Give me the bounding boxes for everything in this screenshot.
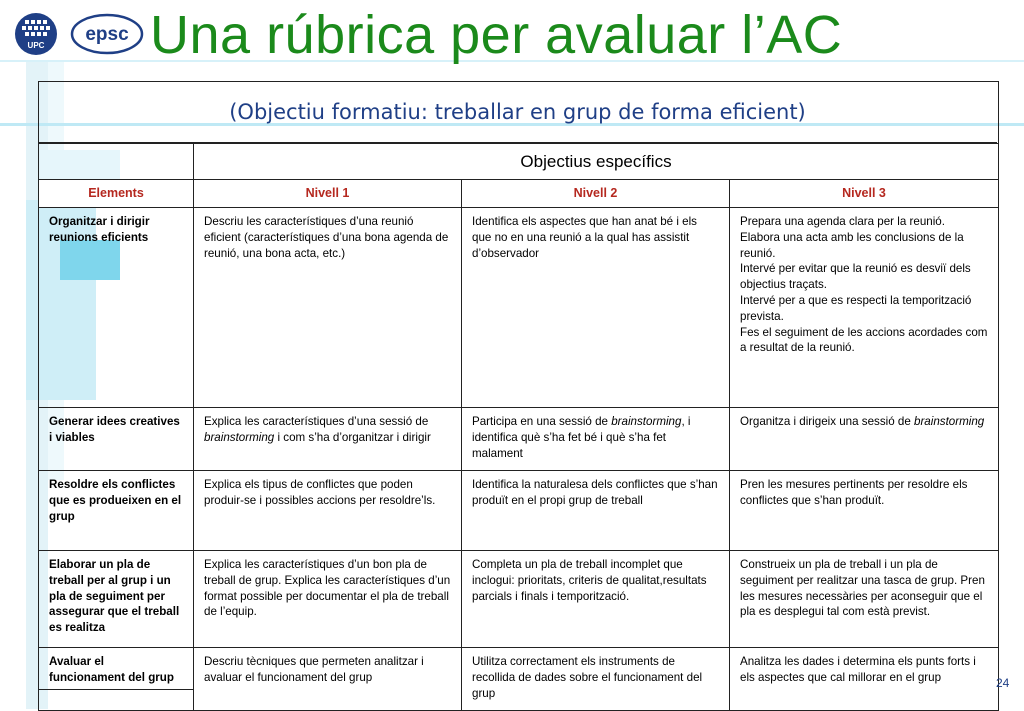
emphasis-text: brainstorming [204, 430, 275, 444]
level-1-cell: Descriu tècniques que permeten analitzar i avaluar el funcionament del grup [194, 648, 462, 711]
column-header-elements: Elements [39, 180, 194, 208]
level-3-cell [730, 208, 999, 408]
text-span: i com s’ha d’organitzar i dirigir [274, 430, 431, 444]
group-header: Objectius específics [194, 144, 999, 180]
slide-title: Una rúbrica per avaluar l’AC [150, 5, 843, 65]
text-span: Explica les característiques d’una sessió de [204, 415, 429, 428]
column-header-level-2: Nivell 2 [462, 180, 730, 208]
text-span: Participa en una sessió de [472, 415, 612, 428]
level-3-line: Intervé per evitar que la reunió es desviï dels objectius traçats. [740, 262, 971, 292]
level-3-cell: Pren les mesures pertinents per resoldre els conflictes que s’han produït. [730, 471, 999, 551]
emphasis-text: brainstorming [611, 415, 682, 428]
level-2-cell: Identifica els aspectes que han anat bé i els que no en una reunió a la qual has assistit d’observador [462, 208, 730, 408]
level-1-cell: Descriu les característiques d’una reunió eficient (característiques d’una bona agenda de reunió, una bona acta, etc.) [194, 208, 462, 408]
table-row [39, 408, 999, 471]
level-1-cell: Explica els tipus de conflictes que poden produir-se i possibles accions per resoldre’ls. [194, 471, 462, 551]
table-row [39, 551, 999, 648]
upc-logo [14, 12, 58, 56]
group-header-spacer [39, 144, 194, 180]
element-cell: Elaborar un pla de treball per al grup i un pla de seguiment per assegurar que el treball es realitza [39, 551, 194, 648]
column-header-level-3: Nivell 3 [730, 180, 999, 208]
element-cell: Resoldre els conflictes que es produeixen en el grup [39, 471, 194, 551]
level-2-cell: Completa un pla de treball incomplet que inclogui: prioritats, criteris de qualitat,resultats parcials i finals i temporització. [462, 551, 730, 648]
emphasis-text: brainstorming [914, 415, 985, 428]
level-3-line: Elabora una acta amb les conclusions de la reunió. [740, 230, 964, 260]
slide-subtitle: (Objectiu formatiu: treballar en grup de forma eficient) [38, 81, 997, 143]
level-3-line: Intervé per a que es respecti la temporització prevista. [740, 293, 972, 323]
table-row [39, 208, 999, 408]
element-cell: Organitzar i dirigir reunions eficients [39, 208, 194, 408]
table-row [39, 648, 999, 711]
level-3-cell: Analitza les dades i determina els punts forts i els aspectes que cal millorar en el grup [730, 648, 999, 711]
level-3-cell: Construeix un pla de treball i un pla de seguiment per realitzar una tasca de grup. Pren les mesures necessàries per aconseguir que el pla es desplegui tal com està previst. [730, 551, 999, 648]
upc-logo-text: UPC [27, 41, 45, 50]
column-header-level-1: Nivell 1 [194, 180, 462, 208]
page-number: 24 [996, 676, 1010, 690]
level-3-cell [730, 408, 999, 471]
level-1-cell: Explica les característiques d’un bon pla de treball de grup. Explica les característiques d’un format possible per documentar el pla de treball de l’equip. [194, 551, 462, 648]
table-row [39, 471, 999, 551]
element-cell: Generar idees creatives i viables [39, 408, 194, 471]
epsc-logo [70, 12, 144, 56]
level-3-line: Fes el seguiment de les accions acordades com a resultat de la reunió. [740, 325, 988, 355]
level-3-line: Prepara una agenda clara per la reunió. [740, 215, 945, 228]
logos [14, 12, 144, 56]
group-header-row [39, 144, 999, 180]
element-cell: Avaluar el funcionament del grup [39, 648, 194, 711]
level-2-cell [462, 408, 730, 471]
rubric-table [38, 143, 999, 711]
level-1-cell [194, 408, 462, 471]
column-header-row [39, 180, 999, 208]
text-span: Organitza i dirigeix una sessió de [740, 415, 914, 428]
level-2-cell: Utilitza correctament els instruments de recollida de dades sobre el funcionament del grup [462, 648, 730, 711]
epsc-logo-text: epsc [85, 24, 129, 45]
level-2-cell: Identifica la naturalesa dels conflictes que s’han produït en el propi grup de treball [462, 471, 730, 551]
text-span: , i identifica què s’ha fet bé i què s’ha fet malament [472, 415, 691, 460]
